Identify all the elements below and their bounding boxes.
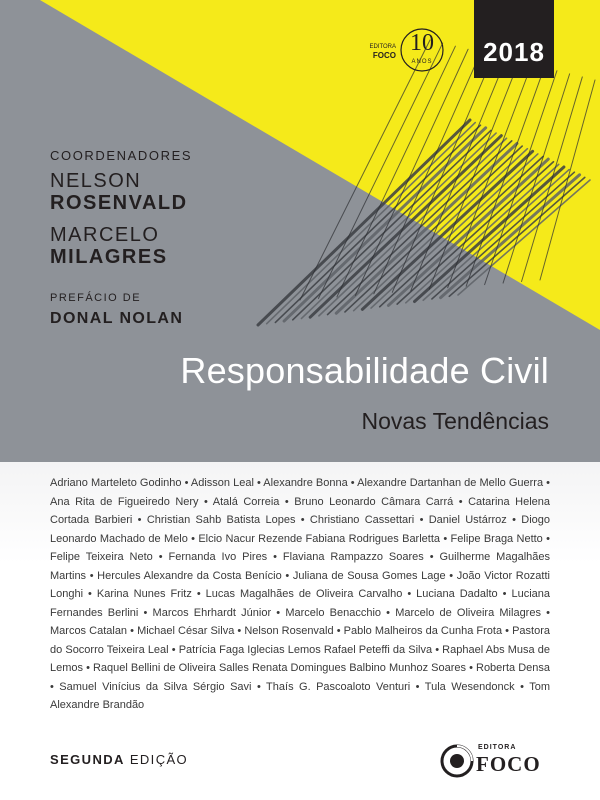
publisher-logo	[440, 742, 550, 782]
badge-foco-text: FOCO	[372, 51, 396, 60]
badge-number: 10	[410, 30, 434, 56]
coordinator-2-given-name: MARCELO	[50, 224, 160, 246]
edition-year: 2018	[483, 37, 545, 67]
publisher-mark-icon	[440, 744, 474, 778]
authors-list: Adriano Marteleto Godinho • Adisson Leal • Alexandre Bonna • Alexandre Dartanhan de Mello Guerra • Ana Rita de Figueiredo Nery • Atalá Correia • Bruno Leonardo Câmara Carrá • Catarina Helena Cortada Barbieri • Christian Sahb Batista Lopes • Christiano Cassettari • Daniel Ustárroz • Diogo Leonardo Machado de Melo • Elcio Nacur Rezende Fabiana Rodrigues Barletta • Felipe Braga Netto • Felipe Teixeira Neto • Fernanda Ivo Pires • Flaviana Rampazzo Soares • Guilherme Magalhães Martins • Hercules Alexandre da Costa Benício • Juliana de Sousa Gomes Lage • João Victor Rozatti Longhi • Karina Nunes Fritz • Lucas Magalhães de Oliveira Carvalho • Luciana Dadalto • Luciana Fernandes Berlini • Marcos Ehrhardt Júnior • Marcelo Benacchio • Marcelo de Oliveira Milagres • Marcos Catalan • Michael César Silva • Nelson Rosenvald • Pablo Malheiros da Cunha Frota • Pastora do Socorro Teixeira Leal • Patrícia Faga Iglecias Lemos Rafael Peteffi da Silva • Raphael Abs Musa de Lemos • Raquel Bellini de Oliveira Salles Renata Domingues Balbino Munhoz Soares • Roberta Densa • Samuel Vinícius da Silva Sérgio Savi • Thaís G. Pascoaloto Venturi • Tula Wesendonck • Tom Alexandre Brandão	[50, 477, 550, 711]
preface-label: PREFÁCIO DE	[50, 292, 142, 304]
coordinator-1-family-name: ROSENVALD	[50, 192, 188, 214]
preface-author: DONAL NOLAN	[50, 310, 184, 327]
edition-word-2: EDIÇÃO	[129, 752, 189, 767]
book-subtitle: Novas Tendências	[361, 408, 549, 434]
publisher-name: FOCO	[476, 752, 541, 776]
badge-editora-text: EDITORA	[369, 44, 396, 50]
anniversary-badge	[368, 26, 452, 74]
edition-label	[50, 752, 188, 767]
coordinators-label: COORDENADORES	[50, 148, 193, 163]
book-title: Responsabilidade Civil	[180, 350, 549, 391]
badge-anos-text: ANOS	[411, 59, 433, 65]
year-box	[474, 0, 554, 78]
publisher-editora-text: EDITORA	[478, 744, 517, 751]
edition-word-1: SEGUNDA	[50, 752, 125, 767]
coordinator-1-given-name: NELSON	[50, 170, 142, 192]
coordinator-2-family-name: MILAGRES	[50, 246, 168, 268]
